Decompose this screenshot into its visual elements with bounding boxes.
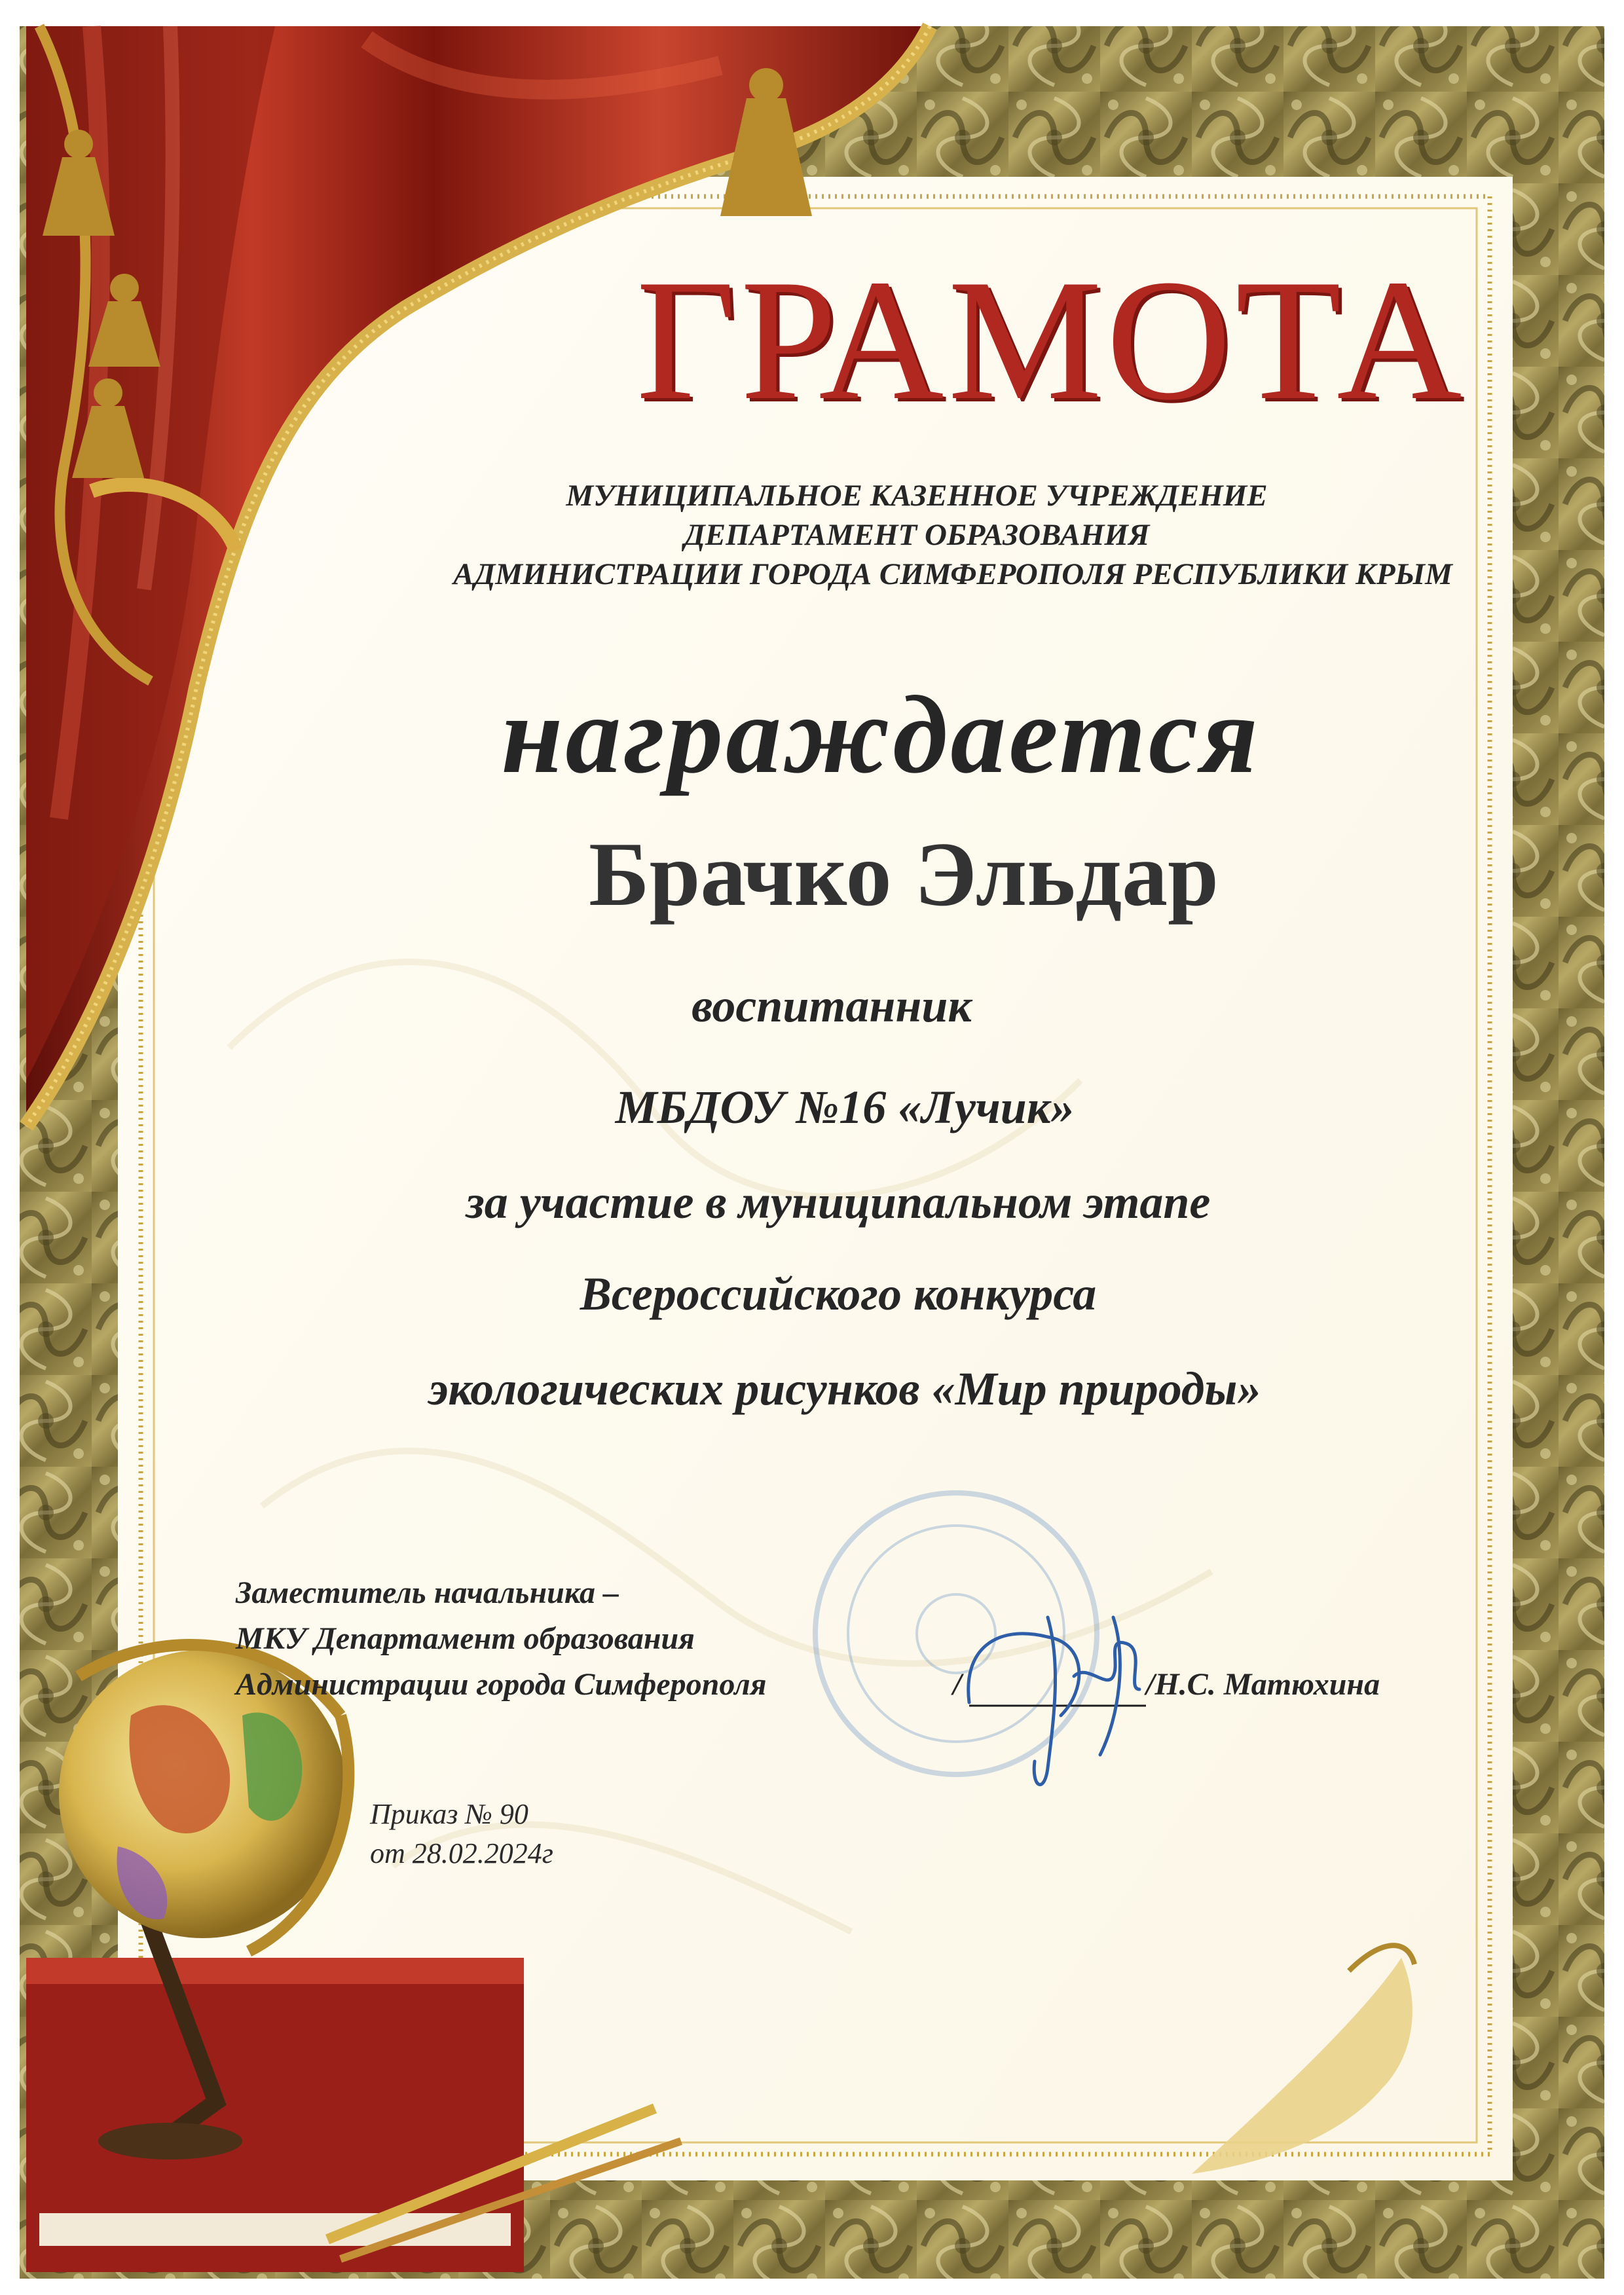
signatory-position-line-1: Заместитель начальника – bbox=[236, 1575, 619, 1610]
certificate-title: ГРАМОТА bbox=[636, 244, 1466, 436]
recipient-name: Брачко Эльдар bbox=[589, 824, 1219, 925]
reason-line-2: Всероссийского конкурса bbox=[580, 1268, 1097, 1320]
signatory-name: /Н.С. Матюхина bbox=[1146, 1667, 1380, 1702]
awarded-heading: награждается bbox=[501, 673, 1261, 796]
reason-line-3: экологических рисунков «Мир природы» bbox=[428, 1363, 1261, 1415]
signatory-position-line-3: Администрации города Симферополя bbox=[236, 1667, 767, 1702]
issuer-line-1: МУНИЦИПАЛЬНОЕ КАЗЕННОЕ УЧРЕЖДЕНИЕ bbox=[566, 479, 1268, 513]
reason-line-1: за участие в муниципальном этапе bbox=[466, 1176, 1211, 1228]
recipient-role: воспитанник bbox=[692, 980, 972, 1032]
institution: МБДОУ №16 «Лучик» bbox=[615, 1081, 1075, 1133]
issuer-line-3: АДМИНИСТРАЦИИ ГОРОДА СИМФЕРОПОЛЯ РЕСПУБЛИКИ КРЫМ bbox=[453, 557, 1452, 591]
issuer-line-2: ДЕПАРТАМЕНТ ОБРАЗОВАНИЯ bbox=[684, 518, 1150, 552]
order-date: от 28.02.2024г bbox=[370, 1837, 553, 1869]
signatory-position-line-2: МКУ Департамент образования bbox=[236, 1621, 695, 1656]
signature-slash: / bbox=[953, 1667, 962, 1702]
order-number: Приказ № 90 bbox=[370, 1798, 528, 1830]
